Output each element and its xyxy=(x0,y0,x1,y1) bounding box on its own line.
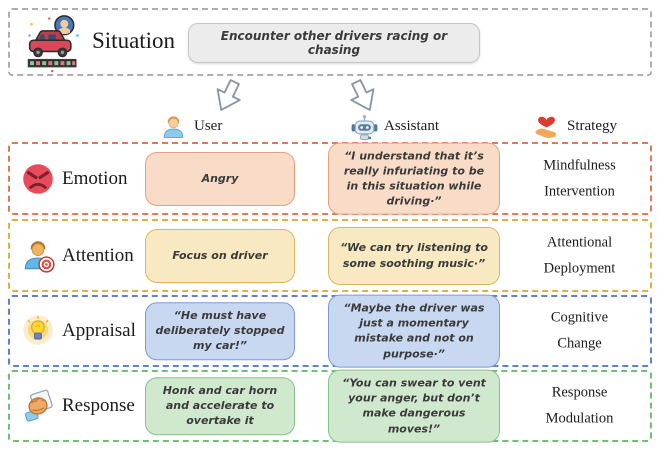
attention-assistant-text: “We can try listening to some soothing music·” xyxy=(340,241,488,270)
emotion-user-text: Angry xyxy=(201,171,239,185)
heart-in-hand-icon xyxy=(533,113,560,140)
appraisal-strategy-label: Cognitive Change xyxy=(550,309,609,352)
attention-assistant-bubble xyxy=(328,227,500,285)
angry-face-icon xyxy=(19,160,57,198)
response-user-text: Honk and car horn and accelerate to overtake it xyxy=(162,384,278,428)
emotion-assistant-bubble xyxy=(328,142,500,215)
strategy-column-label: Strategy xyxy=(567,117,617,134)
situation-text-box: Encounter other drivers racing or chasing xyxy=(188,23,480,63)
attention-user-bubble xyxy=(145,229,295,283)
assistant-column-label: Assistant xyxy=(384,117,440,134)
fist-hand-icon xyxy=(19,387,57,425)
response-assistant-bubble xyxy=(328,370,500,443)
user-column-header xyxy=(160,111,222,141)
attention-user-text: Focus on driver xyxy=(172,248,268,262)
response-row xyxy=(8,370,652,442)
emotion-row-label: Emotion xyxy=(62,167,128,189)
strategy-column-header xyxy=(533,111,617,141)
situation-title: Situation xyxy=(92,28,176,53)
appraisal-assistant-text: “Maybe the driver was just a momentary mistake and not on purpose·” xyxy=(343,301,485,361)
appraisal-assistant-bubble xyxy=(328,295,500,368)
response-user-bubble xyxy=(145,377,295,435)
person-target-icon xyxy=(19,237,57,275)
attention-row xyxy=(8,219,652,292)
car-driver-icon xyxy=(24,13,84,73)
emotion-user-bubble xyxy=(145,152,295,206)
robot-icon xyxy=(350,113,377,140)
response-row-label: Response xyxy=(62,395,135,416)
assistant-column-header xyxy=(350,111,439,141)
emotion-assistant-text: “I understand that it’s really infuriating to be in this situation while driving·” xyxy=(343,149,485,208)
response-assistant-text: “You can swear to vent your anger, but don’t make dangerous moves!” xyxy=(342,376,486,436)
attention-strategy-label: Attentional Deployment xyxy=(543,234,616,276)
response-strategy-label: Response Modulation xyxy=(545,384,614,427)
emotion-row xyxy=(8,142,652,215)
lightbulb-icon xyxy=(19,312,57,350)
user-column-label: User xyxy=(194,117,223,134)
appraisal-row xyxy=(8,295,652,367)
appraisal-user-text: “He must have deliberately stopped my car!” xyxy=(155,309,285,353)
attention-row-label: Attention xyxy=(62,244,134,266)
user-person-icon xyxy=(160,113,187,140)
appraisal-row-label: Appraisal xyxy=(62,320,136,341)
appraisal-user-bubble xyxy=(145,302,295,360)
emotion-strategy-label: Mindfulness Intervention xyxy=(543,157,616,199)
situation-section xyxy=(8,8,652,76)
